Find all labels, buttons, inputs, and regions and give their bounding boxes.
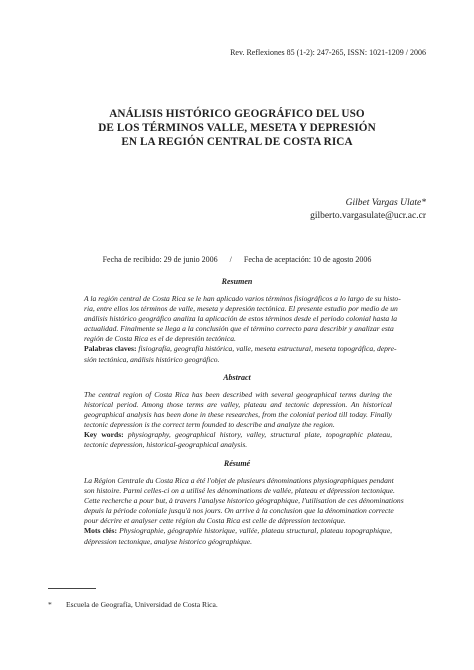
author-name: Gilbet Vargas Ulate*: [345, 198, 426, 208]
keywords-label: Palabras claves:: [84, 344, 137, 354]
date-separator: /: [229, 255, 232, 264]
title-line-1: ANÁLISIS HISTÓRICO GEOGRÁFICO DEL USO: [109, 108, 365, 120]
abstract-heading: Abstract: [223, 373, 251, 382]
resume-line: pour décrire et analyser cette région du Costa Rica est celle de dépression tectonique.: [84, 516, 346, 526]
resumen-heading: Resumen: [221, 277, 253, 286]
footnote-rule: [48, 588, 96, 589]
footnote-text: Escuela de Geografía, Universidad de Costa Rica.: [66, 600, 218, 609]
abstract-line: geographical analysis has been done in these researches, from the colonial period till today. Finally: [84, 410, 392, 420]
title-line-2: DE LOS TÉRMINOS VALLE, MESETA Y DEPRESIÓN: [98, 122, 376, 134]
article-dates: [0, 255, 474, 264]
keywords-label: Mots clés:: [84, 526, 117, 536]
abstract-line: The central region of Costa Rica has been described with several geographical terms during the: [84, 390, 392, 399]
resumen-line: actualidad. Finalmente se llega a la conclusión que el término correcto para describir y analizar esta: [84, 324, 394, 334]
resumen-line: ria, entre ellos los términos de valle, meseta y depresión tectónica. El presente estudio por medio de un: [84, 304, 398, 314]
keywords-text: fisiografía, geografía histórica, valle, meseta estructural, meseta topográfica, depre-: [136, 344, 397, 354]
abstract-line: tectonic depression is the correct term founded to describe and analyze the region.: [84, 420, 335, 430]
keywords-text: physiography, geographical history, valley, structural plate, topographic plateau,: [123, 430, 392, 440]
article-title: [0, 107, 474, 149]
resumen-line: análisis histórico geográfico analiza la aplicación de estos términos desde el periodo colonial hasta la: [84, 314, 398, 324]
author-block: [310, 197, 426, 223]
resumen-line: región de Costa Rica es el de depresión tectónica.: [84, 334, 236, 344]
keywords-text: Physiographie, géographie historique, vallée, plateau structural, plateau topographique,: [116, 526, 393, 536]
footnote-mark: *: [48, 600, 52, 609]
resume-line: son histoire. Parmi celles-ci on a utilisé les dénominations de vallée, plateau et dépression tectonique.: [84, 486, 395, 496]
abstract-line: historical period. Among those terms are valley, plateau and tectonic depression. An historical: [84, 400, 392, 410]
resume-line: depuis la période coloniale jusqu'à nos jours. On arrive à la conclusion que la dénomination correcte: [84, 506, 394, 516]
resume-keywords: [84, 526, 392, 536]
resumen-keywords: [84, 344, 397, 354]
resume-line: La Région Centrale du Costa Rica a été l'objet de plusieurs dénominations physiographiques pendant: [84, 476, 394, 485]
abstract-body: [84, 390, 392, 451]
journal-header: Rev. Reflexiones 85 (1-2): 247-265, ISSN: 1021-1209 / 2006: [230, 48, 426, 57]
resume-body: [84, 476, 404, 547]
author-email[interactable]: gilberto.vargasulate@ucr.ac.cr: [310, 211, 426, 221]
keywords-label: Key words:: [84, 430, 124, 440]
title-line-3: EN LA REGIÓN CENTRAL DE COSTA RICA: [121, 136, 353, 148]
resumen-keywords-cont: sión tectónica, análisis histórico geográfico.: [84, 354, 220, 364]
accepted-date: Fecha de aceptación: 10 de agosto 2006: [243, 255, 372, 264]
abstract-keywords: [84, 430, 392, 440]
resume-keywords-cont: dépression tectonique, analyse historico géographique.: [84, 536, 253, 546]
resume-line: Cette recherche a pour but, à travers l'analyse historico géographique, l'utilisation de ces dénominations: [84, 496, 404, 506]
resumen-body: [84, 294, 401, 365]
resumen-line: A la región central de Costa Rica se le han aplicado varios términos fisiográficos a lo largo de su histo-: [84, 294, 401, 303]
abstract-keywords-cont: tectonic depression, historical-geographical analysis.: [84, 440, 248, 450]
received-date: Fecha de recibido: 29 de junio 2006: [102, 255, 218, 264]
resume-heading: Résumé: [223, 459, 251, 468]
footnote: [48, 600, 218, 609]
